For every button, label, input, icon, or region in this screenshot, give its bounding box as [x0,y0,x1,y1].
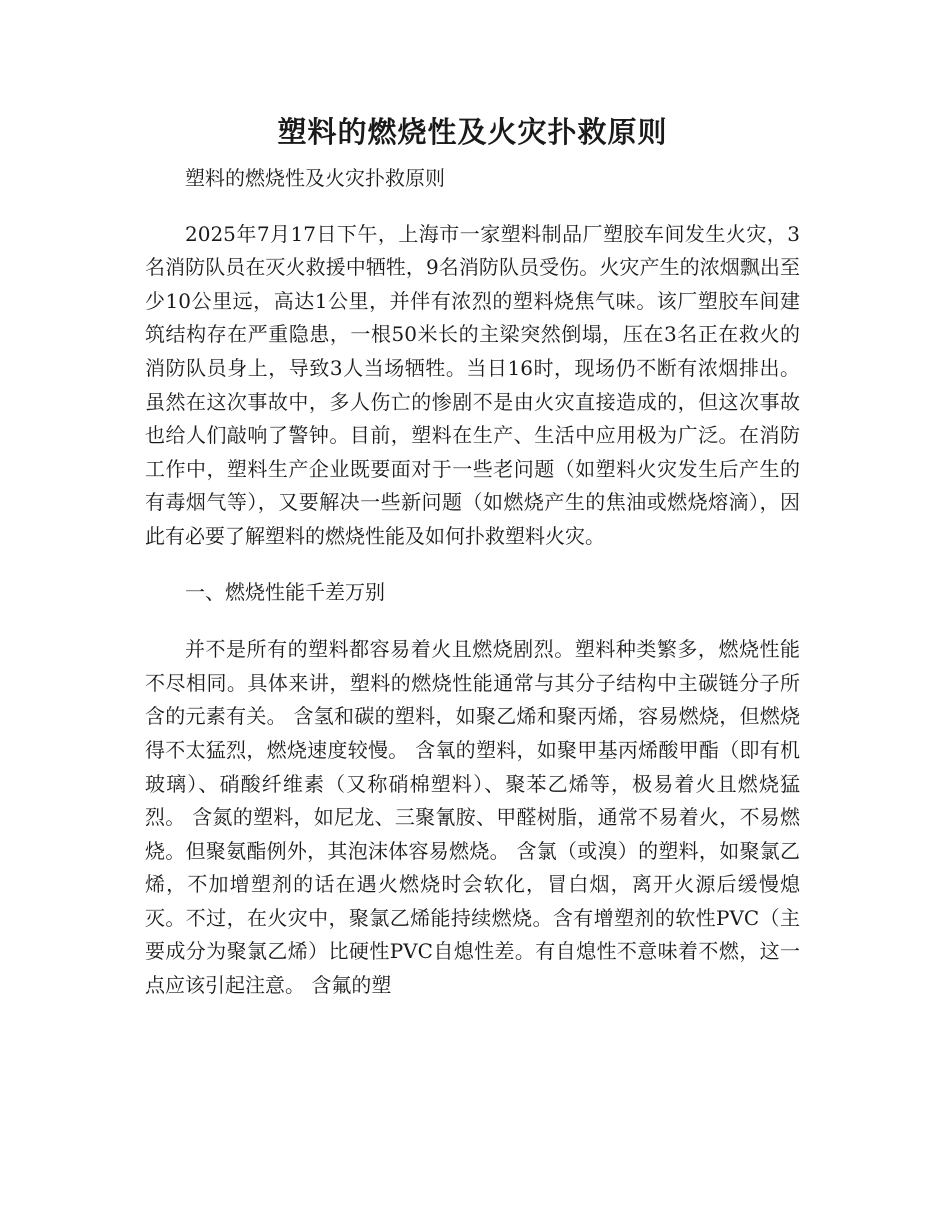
paragraph-intro: 2025年7月17日下午，上海市一家塑料制品厂塑胶车间发生火灾，3名消防队员在灭火救援中牺牲，9名消防队员受伤。火灾产生的浓烟飘出至少10公里远，高达1公里，并伴有浓烈的塑料烧焦气味。该厂塑胶车间建筑结构存在严重隐患，一根50米长的主梁突然倒塌，压在3名正在救火的消防队员身上，导致3人当场牺牲。当日16时，现场仍不断有浓烟排出。虽然在这次事故中，多人伤亡的惨剧不是由火灾直接造成的，但这次事故也给人们敲响了警钟。目前，塑料在生产、生活中应用极为广泛。在消防工作中，塑料生产企业既要面对于一些老问题（如塑料火灾发生后产生的有毒烟气等），又要解决一些新问题（如燃烧产生的焦油或燃烧熔滴），因此有必要了解塑料的燃烧性能及如何扑救塑料火灾。 [145,221,800,548]
paragraph-combustion: 并不是所有的塑料都容易着火且燃烧剧烈。塑料种类繁多，燃烧性能不尽相同。具体来讲，塑料的燃烧性能通常与其分子结构中主碳链分子所含的元素有关。 含氢和碳的塑料，如聚乙烯和聚丙烯，容易燃烧，但燃烧得不太猛烈，燃烧速度较慢。 含氧的塑料，如聚甲基丙烯酸甲酯（即有机玻璃）、硝酸纤维素（又称硝棉塑料）、聚苯乙烯等，极易着火且燃烧猛烈。 含氮的塑料，如尼龙、三聚氰胺、甲醛树脂，通常不易着火，不易燃烧。但聚氨酯例外，其泡沫体容易燃烧。 含氯（或溴）的塑料，如聚氯乙烯，不加增塑剂的话在遇火燃烧时会软化，冒白烟，离开火源后缓慢熄灭。不过，在火灾中，聚氯乙烯能持续燃烧。含有增塑剂的软性PVC（主要成分为聚氯乙烯）比硬性PVC自熄性差。有自熄性不意味着不燃，这一点应该引起注意。 含氟的塑 [145,637,800,998]
document-page [145,108,800,1025]
document-subtitle: 塑料的燃烧性及火灾扑救原则 [185,166,445,190]
document-title: 塑料的燃烧性及火灾扑救原则 [277,115,668,149]
section-heading: 一、燃烧性能千差万别 [185,579,385,604]
